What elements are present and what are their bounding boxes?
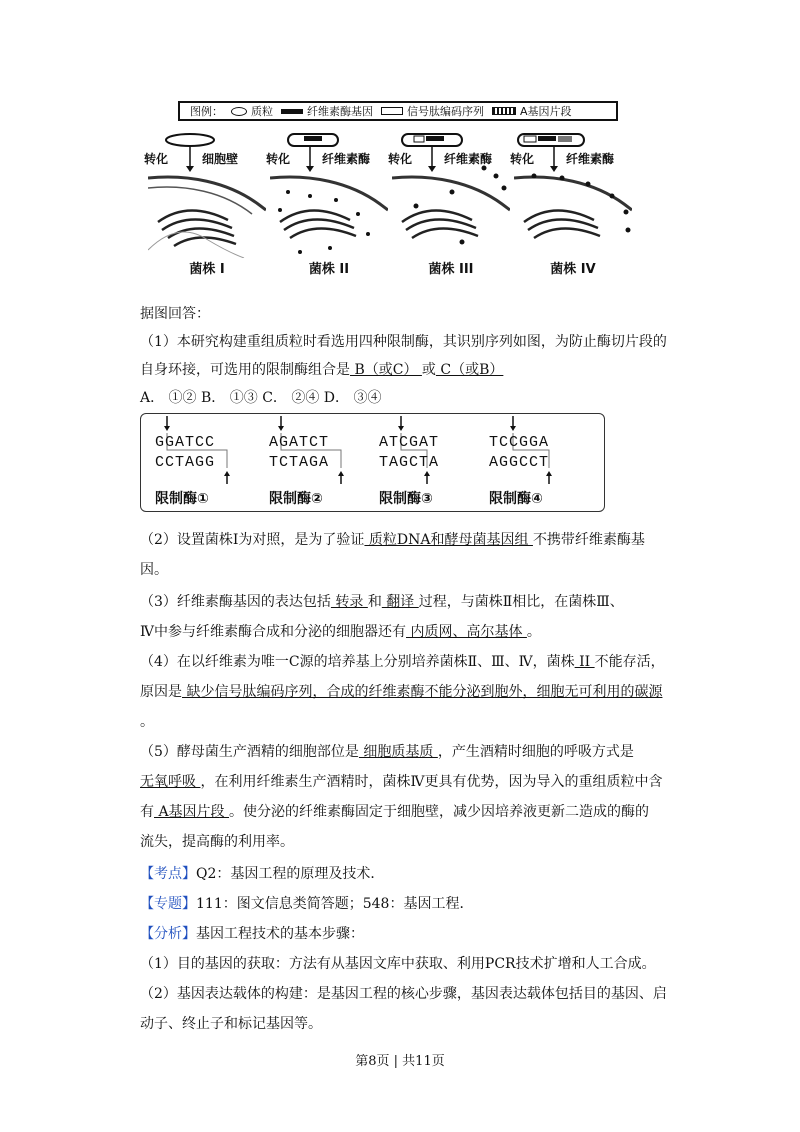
kaodian-line: 【考点】Q2：基因工程的原理及技术． bbox=[140, 866, 385, 882]
restriction-enzyme-figure bbox=[140, 413, 605, 512]
q2-line1: （2）设置菌株Ⅰ为对照，是为了验证 质粒DNA和酵母菌基因组 不携带纤维素酶基 bbox=[140, 532, 645, 548]
answer-blank: 内质网、高尔基体 bbox=[406, 624, 527, 640]
bottom-strand: TCTAGA bbox=[269, 454, 330, 471]
figure-legend bbox=[178, 101, 618, 121]
cut-site-icon bbox=[489, 414, 599, 488]
annotation-label: 纤维素酶 bbox=[444, 152, 493, 166]
zhuanti-tag: 【专题】 bbox=[140, 896, 196, 912]
enzyme-label: 限制酶① bbox=[155, 491, 209, 507]
enzyme-label: 限制酶④ bbox=[489, 491, 543, 507]
q5-line3: 有 A基因片段 。使分泌的纤维素酶固定于细胞壁，减少因培养液更新二造成的酶的 bbox=[140, 804, 650, 820]
enzyme-3 bbox=[379, 414, 489, 513]
q4-line1: （4）在以纤维素为唯一C源的培养基上分别培养菌株Ⅱ、Ⅲ、Ⅳ，菌株 II 不能存活， bbox=[140, 654, 665, 670]
annotation-label: 细胞壁 bbox=[202, 152, 239, 166]
q2-line2: 因。 bbox=[140, 562, 168, 578]
legend-item-cellulase-gene: 纤维素酶基因 bbox=[281, 103, 373, 119]
strain-label: 菌株 I bbox=[189, 262, 225, 277]
q1-options: A． ①② B． ①③ C． ②④ D． ③④ bbox=[140, 390, 382, 406]
q1-line2: 自身环接，可选用的限制酶组合是 B（或C） 或 C（或B） bbox=[140, 362, 504, 378]
top-strand: ATCGAT bbox=[379, 434, 440, 451]
bottom-strand: TAGCTA bbox=[379, 454, 440, 471]
annotation-label: 纤维素酶 bbox=[322, 152, 371, 166]
page-footer: 第8页 | 共11页 bbox=[355, 1054, 445, 1069]
answer-blank: 质粒DNA和酵母菌基因组 bbox=[364, 532, 533, 548]
answer-blank: C（或B） bbox=[435, 362, 504, 378]
q5-line2: 无氧呼吸 ，在利用纤维素生产酒精时，菌株Ⅳ更具有优势，因为导入的重组质粒中含 bbox=[140, 774, 663, 790]
answer-blank: 无氧呼吸 bbox=[140, 774, 201, 790]
legend-item-signal-peptide: 信号肽编码序列 bbox=[381, 103, 484, 119]
answer-blank: 翻译 bbox=[381, 594, 419, 610]
transform-label: 转化 bbox=[266, 152, 291, 166]
analysis-p2-line2: 动子、终止子和标记基因等。 bbox=[140, 1016, 322, 1032]
bottom-strand: AGGCCT bbox=[489, 454, 550, 471]
transform-label: 转化 bbox=[388, 152, 413, 166]
q3-line2: Ⅳ中参与纤维素酶合成和分泌的细胞器还有 内质网、高尔基体 。 bbox=[140, 624, 541, 640]
white-bar-icon bbox=[381, 107, 403, 115]
zhuanti-line: 【专题】111：图文信息类简答题；548：基因工程． bbox=[140, 896, 474, 912]
black-bar-icon bbox=[281, 109, 303, 114]
transform-label: 转化 bbox=[144, 152, 169, 166]
top-strand: AGATCT bbox=[269, 434, 330, 451]
top-strand: GGATCC bbox=[155, 434, 216, 451]
answer-blank: II bbox=[574, 654, 595, 670]
top-strand: TCCGGA bbox=[489, 434, 550, 451]
strain-panel-1 bbox=[144, 130, 266, 277]
strain-panel-4 bbox=[510, 130, 632, 277]
q1-line1: （1）本研究构建重组质粒时看选用四种限制酶，其识别序列如图，为防止酶切片段的 bbox=[140, 334, 667, 350]
answer-blank: A基因片段 bbox=[154, 804, 230, 820]
answer-blank: 转录 bbox=[330, 594, 368, 610]
strain-panel-2 bbox=[266, 130, 388, 277]
cut-site-icon bbox=[379, 414, 489, 488]
plasmid-symbol-icon bbox=[231, 107, 247, 116]
fenxi-tag: 【分析】 bbox=[140, 926, 196, 942]
legend-item-a-gene: A基因片段 bbox=[492, 103, 572, 119]
legend-item-plasmid: 质粒 bbox=[231, 103, 273, 119]
answer-blank: 细胞质基质 bbox=[358, 744, 438, 760]
enzyme-2 bbox=[269, 414, 379, 513]
strain-label: 菌株 II bbox=[308, 262, 350, 277]
fenxi-line: 【分析】基因工程技术的基本步骤： bbox=[140, 926, 364, 942]
bottom-strand: CCTAGG bbox=[155, 454, 216, 471]
strain-figure-row bbox=[144, 130, 648, 277]
hatched-bar-icon bbox=[492, 107, 516, 115]
intro-line: 据图回答： bbox=[140, 306, 210, 322]
legend-title: 图例： bbox=[190, 105, 223, 118]
answer-blank: 缺少信号肽编码序列，合成的纤维素酶不能分泌到胞外，细胞无可利用的碳源 bbox=[182, 684, 663, 700]
strain-label: 菌株 III bbox=[428, 262, 474, 277]
enzyme-1 bbox=[155, 414, 265, 513]
enzyme-label: 限制酶③ bbox=[379, 491, 433, 507]
transform-label: 转化 bbox=[510, 152, 535, 166]
enzyme-4 bbox=[489, 414, 599, 513]
annotation-label: 纤维素酶 bbox=[566, 152, 615, 166]
q3-line1: （3）纤维素酶基因的表达包括 转录 和 翻译 过程，与菌株Ⅱ相比，在菌株Ⅲ、 bbox=[140, 594, 624, 610]
strain-label: 菌株 IV bbox=[550, 262, 596, 277]
strain-panel-3 bbox=[388, 130, 510, 277]
answer-blank: B（或C） bbox=[350, 362, 422, 378]
q4-line2: 原因是 缺少信号肽编码序列，合成的纤维素酶不能分泌到胞外，细胞无可利用的碳源 bbox=[140, 684, 663, 700]
enzyme-label: 限制酶② bbox=[269, 491, 323, 507]
q5-line4: 流失，提高酶的利用率。 bbox=[140, 834, 294, 850]
q5-line1: （5）酵母菌生产酒精的细胞部位是 细胞质基质 ，产生酒精时细胞的呼吸方式是 bbox=[140, 744, 634, 760]
q4-line3: 。 bbox=[140, 714, 154, 730]
cut-site-icon bbox=[155, 414, 265, 488]
analysis-p1: （1）目的基因的获取：方法有从基因文库中获取、利用PCR技术扩增和人工合成。 bbox=[140, 956, 656, 972]
kaodian-tag: 【考点】 bbox=[140, 866, 196, 882]
analysis-p2-line1: （2）基因表达载体的构建：是基因工程的核心步骤，基因表达载体包括目的基因、启 bbox=[140, 986, 667, 1002]
cut-site-icon bbox=[269, 414, 379, 488]
